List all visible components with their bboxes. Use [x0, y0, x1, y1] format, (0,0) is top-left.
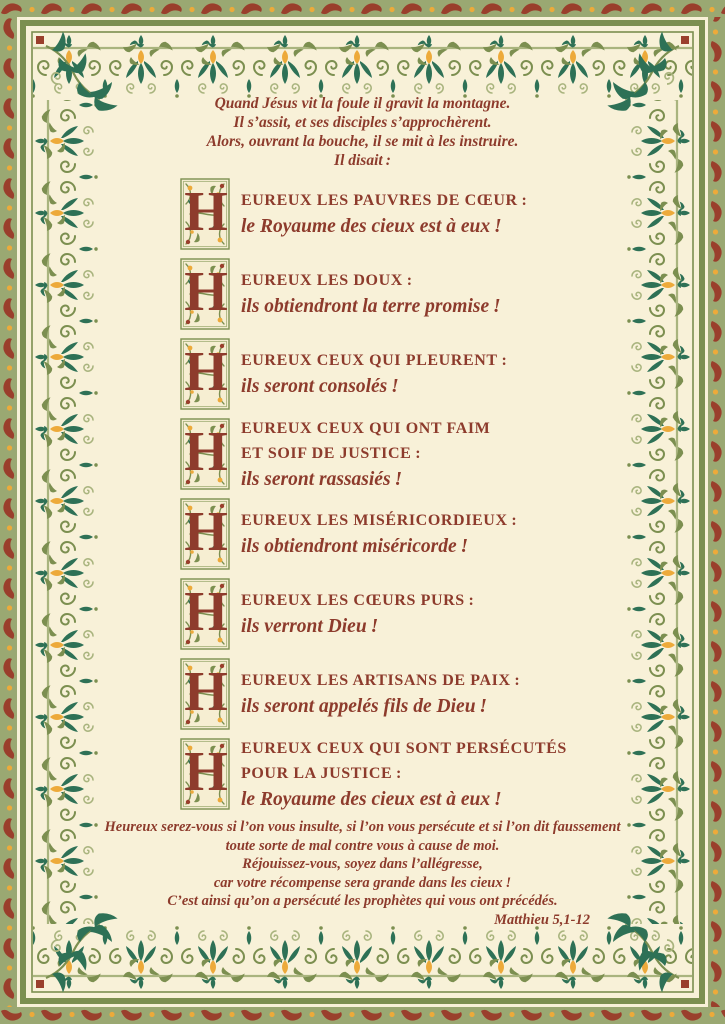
beatitude-promise: ils seront appelés fils de Dieu !: [241, 696, 488, 717]
initial-letter: H: [184, 181, 228, 243]
epilogue-line: toute sorte de mal contre vous à cause de moi.: [225, 837, 500, 854]
beatitude-promise: ils seront consolés !: [241, 376, 399, 397]
beatitude-promise: ils obtiendront la terre promise !: [241, 296, 501, 317]
initial-letter: H: [184, 421, 228, 483]
beatitude-item: [180, 578, 625, 650]
illuminated-initial-icon: [180, 258, 230, 330]
beatitude-promise: le Royaume des cieux est à eux !: [241, 216, 502, 237]
beatitude-item: [180, 178, 625, 250]
beatitude-item: [180, 738, 625, 810]
illuminated-initial-icon: [180, 498, 230, 570]
initial-letter: H: [184, 741, 228, 803]
beatitude-item: [180, 498, 625, 570]
beatitude-caps-line: POUR LA JUSTICE :: [241, 764, 402, 782]
beatitudes-list: [180, 178, 625, 810]
initial-letter: H: [184, 341, 228, 403]
initial-letter: H: [184, 501, 228, 563]
initial-letter: H: [184, 581, 228, 643]
beatitude-caps-line: EUREUX CEUX QUI PLEURENT :: [241, 352, 508, 369]
beatitude-caps-line: EUREUX LES CŒURS PURS :: [241, 592, 475, 609]
beatitude-promise: le Royaume des cieux est à eux !: [241, 788, 502, 810]
illuminated-initial-icon: [180, 738, 230, 810]
beatitude-promise: ils obtiendront miséricorde !: [241, 536, 469, 557]
intro-line: Alors, ouvrant la bouche, il se mit à les instruire.: [206, 133, 519, 150]
intro-line: Il s’assit, et ses disciples s’approchèrent.: [233, 114, 492, 131]
epilogue-line: C’est ainsi qu’on a persécuté les prophètes qui vous ont précédés.: [167, 893, 558, 910]
beatitude-item: [180, 418, 625, 490]
illuminated-initial-icon: [180, 338, 230, 410]
illuminated-initial-icon: [180, 578, 230, 650]
beatitude-promise: ils seront rassasiés !: [241, 468, 403, 490]
epilogue-line: car votre récompense sera grande dans les cieux !: [213, 874, 512, 891]
initial-letter: H: [184, 261, 228, 323]
illuminated-initial-icon: [180, 418, 230, 490]
epilogue-paragraph: [100, 818, 625, 911]
beatitude-caps-line: EUREUX CEUX QUI SONT PERSÉCUTÉS: [241, 739, 567, 757]
initial-letter: H: [184, 661, 228, 723]
beatitude-promise: ils verront Dieu !: [241, 616, 379, 637]
beatitude-caps-line: EUREUX LES DOUX :: [241, 272, 413, 289]
epilogue-line: Heureux serez-vous si l’on vous insulte, si l’on vous persécute et si l’on dit faussement: [104, 819, 621, 835]
beatitude-item: [180, 658, 625, 730]
intro-line: Quand Jésus vit la foule il gravit la montagne.: [214, 95, 511, 112]
beatitude-item: [180, 338, 625, 410]
scripture-reference: Matthieu 5,1-12: [494, 911, 590, 928]
beatitude-item: [180, 258, 625, 330]
illuminated-initial-icon: [180, 658, 230, 730]
beatitude-caps-line: EUREUX CEUX QUI ONT FAIM: [241, 419, 491, 437]
poster-content: [100, 0, 625, 929]
intro-paragraph: [100, 94, 625, 170]
beatitude-caps-line: ET SOIF DE JUSTICE :: [241, 444, 422, 462]
intro-line: Il disait :: [334, 152, 391, 169]
beatitude-caps-line: EUREUX LES PAUVRES DE CŒUR :: [241, 192, 528, 209]
illuminated-initial-icon: [180, 178, 230, 250]
epilogue-line: Réjouissez-vous, soyez dans l’allégresse,: [242, 856, 483, 873]
beatitude-caps-line: EUREUX LES ARTISANS DE PAIX :: [241, 672, 521, 689]
beatitude-caps-line: EUREUX LES MISÉRICORDIEUX :: [241, 512, 518, 529]
